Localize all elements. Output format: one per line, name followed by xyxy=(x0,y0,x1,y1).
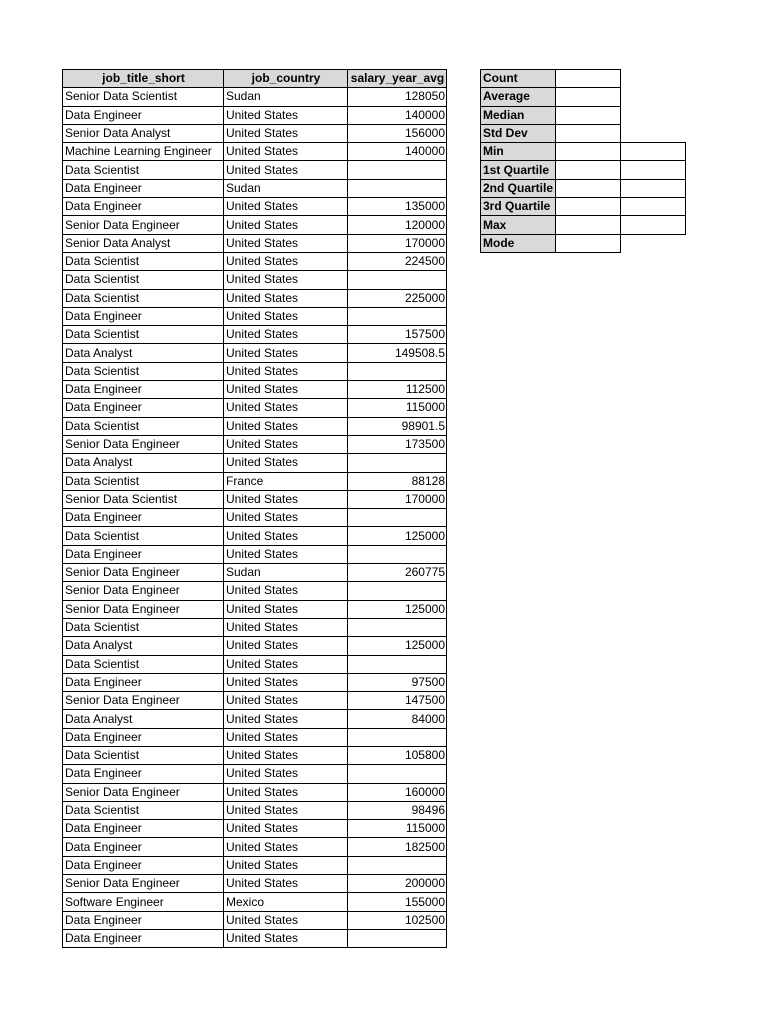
cell-job-title[interactable]: Data Engineer xyxy=(63,838,224,856)
table-row xyxy=(63,527,447,545)
cell-job-title[interactable]: Data Engineer xyxy=(63,106,224,124)
stat-label[interactable]: Std Dev xyxy=(481,124,556,142)
cell-job-title[interactable]: Data Engineer xyxy=(63,820,224,838)
cell-job-title[interactable]: Data Analyst xyxy=(63,454,224,472)
cell-job-country[interactable]: United States xyxy=(224,655,348,673)
cell-job-country[interactable]: United States xyxy=(224,143,348,161)
stat-value[interactable] xyxy=(556,216,621,234)
cell-salary[interactable]: 200000 xyxy=(348,875,447,893)
cell-job-country[interactable]: United States xyxy=(224,124,348,142)
table-row xyxy=(63,564,447,582)
cell-job-country[interactable]: United States xyxy=(224,326,348,344)
table-row xyxy=(63,746,447,764)
table-row xyxy=(63,417,447,435)
table-row xyxy=(63,362,447,380)
cell-job-title[interactable]: Data Engineer xyxy=(63,399,224,417)
cell-job-country[interactable]: United States xyxy=(224,381,348,399)
cell-job-country[interactable]: United States xyxy=(224,746,348,764)
table-row xyxy=(63,838,447,856)
cell-salary[interactable]: 147500 xyxy=(348,692,447,710)
cell-job-country[interactable]: United States xyxy=(224,490,348,508)
cell-salary[interactable]: 102500 xyxy=(348,911,447,929)
stat-label[interactable]: Median xyxy=(481,106,556,124)
cell-job-country[interactable]: United States xyxy=(224,252,348,270)
table-row xyxy=(63,545,447,563)
cell-salary[interactable]: 115000 xyxy=(348,399,447,417)
cell-job-country[interactable]: United States xyxy=(224,673,348,691)
cell-job-title[interactable]: Data Scientist xyxy=(63,161,224,179)
header-job-country[interactable]: job_country xyxy=(224,70,348,88)
cell-job-title[interactable]: Software Engineer xyxy=(63,893,224,911)
cell-job-country[interactable]: United States xyxy=(224,527,348,545)
table-row xyxy=(63,783,447,801)
cell-job-title[interactable]: Senior Data Engineer xyxy=(63,875,224,893)
table-row xyxy=(63,454,447,472)
cell-salary[interactable] xyxy=(348,582,447,600)
stats-row xyxy=(481,216,686,234)
cell-salary[interactable]: 224500 xyxy=(348,252,447,270)
stat-value[interactable] xyxy=(556,161,621,179)
cell-salary[interactable] xyxy=(348,362,447,380)
cell-salary[interactable]: 170000 xyxy=(348,234,447,252)
table-row xyxy=(63,692,447,710)
cell-salary[interactable] xyxy=(348,929,447,947)
cell-salary[interactable]: 112500 xyxy=(348,381,447,399)
cell-job-country[interactable]: Sudan xyxy=(224,179,348,197)
cell-job-country[interactable]: United States xyxy=(224,271,348,289)
stat-label[interactable]: Average xyxy=(481,88,556,106)
cell-job-title[interactable]: Data Scientist xyxy=(63,417,224,435)
cell-salary[interactable] xyxy=(348,728,447,746)
header-salary-year-avg[interactable]: salary_year_avg xyxy=(348,70,447,88)
cell-job-country[interactable]: United States xyxy=(224,216,348,234)
cell-salary[interactable]: 97500 xyxy=(348,673,447,691)
table-row xyxy=(63,124,447,142)
cell-salary[interactable]: 84000 xyxy=(348,710,447,728)
stat-label[interactable]: Count xyxy=(481,70,556,88)
salary-data-table xyxy=(62,69,447,948)
table-row xyxy=(63,216,447,234)
table-row xyxy=(63,344,447,362)
cell-job-country[interactable]: Mexico xyxy=(224,893,348,911)
cell-salary[interactable] xyxy=(348,271,447,289)
table-row xyxy=(63,490,447,508)
cell-salary[interactable]: 260775 xyxy=(348,564,447,582)
cell-job-title[interactable]: Data Scientist xyxy=(63,801,224,819)
cell-salary[interactable] xyxy=(348,856,447,874)
cell-job-title[interactable]: Senior Data Engineer xyxy=(63,216,224,234)
cell-job-country[interactable]: United States xyxy=(224,289,348,307)
table-row xyxy=(63,655,447,673)
cell-job-title[interactable]: Data Engineer xyxy=(63,856,224,874)
stat-extra-cell[interactable] xyxy=(621,161,686,179)
stats-row xyxy=(481,234,686,252)
cell-job-country[interactable]: United States xyxy=(224,234,348,252)
cell-job-country[interactable]: United States xyxy=(224,820,348,838)
cell-job-country[interactable]: United States xyxy=(224,783,348,801)
cell-job-country[interactable]: United States xyxy=(224,344,348,362)
table-row xyxy=(63,801,447,819)
stats-row xyxy=(481,70,686,88)
cell-job-country[interactable]: United States xyxy=(224,582,348,600)
table-row xyxy=(63,179,447,197)
cell-job-title[interactable]: Machine Learning Engineer xyxy=(63,143,224,161)
table-row xyxy=(63,618,447,636)
cell-salary[interactable]: 140000 xyxy=(348,106,447,124)
cell-salary[interactable]: 135000 xyxy=(348,198,447,216)
cell-job-title[interactable]: Senior Data Engineer xyxy=(63,600,224,618)
cell-job-title[interactable]: Data Scientist xyxy=(63,289,224,307)
cell-job-title[interactable]: Senior Data Analyst xyxy=(63,124,224,142)
stat-value[interactable] xyxy=(556,88,621,106)
cell-salary[interactable]: 128050 xyxy=(348,88,447,106)
cell-job-title[interactable]: Data Engineer xyxy=(63,179,224,197)
table-row xyxy=(63,929,447,947)
cell-job-title[interactable]: Data Scientist xyxy=(63,271,224,289)
table-row xyxy=(63,710,447,728)
cell-salary[interactable]: 155000 xyxy=(348,893,447,911)
table-row xyxy=(63,911,447,929)
table-row xyxy=(63,381,447,399)
cell-job-country[interactable]: United States xyxy=(224,710,348,728)
table-row xyxy=(63,728,447,746)
stat-value[interactable] xyxy=(556,234,621,252)
table-row xyxy=(63,271,447,289)
cell-salary[interactable]: 140000 xyxy=(348,143,447,161)
table-row xyxy=(63,289,447,307)
cell-job-title[interactable]: Data Engineer xyxy=(63,198,224,216)
cell-job-country[interactable]: United States xyxy=(224,637,348,655)
cell-salary[interactable]: 125000 xyxy=(348,637,447,655)
table-row xyxy=(63,106,447,124)
stat-value[interactable] xyxy=(556,106,621,124)
stat-label[interactable]: Max xyxy=(481,216,556,234)
cell-job-title[interactable]: Senior Data Scientist xyxy=(63,88,224,106)
table-row xyxy=(63,435,447,453)
cell-job-title[interactable]: Data Scientist xyxy=(63,326,224,344)
cell-job-title[interactable]: Senior Data Engineer xyxy=(63,564,224,582)
cell-job-title[interactable]: Data Scientist xyxy=(63,362,224,380)
table-row xyxy=(63,820,447,838)
table-row xyxy=(63,875,447,893)
cell-job-country[interactable]: United States xyxy=(224,875,348,893)
cell-job-title[interactable]: Data Engineer xyxy=(63,728,224,746)
stat-label[interactable]: 3rd Quartile xyxy=(481,198,556,216)
cell-job-title[interactable]: Data Engineer xyxy=(63,929,224,947)
table-row xyxy=(63,143,447,161)
stat-extra-cell[interactable] xyxy=(621,198,686,216)
stat-extra-cell[interactable] xyxy=(621,143,686,161)
cell-job-title[interactable]: Data Scientist xyxy=(63,472,224,490)
cell-job-country[interactable]: United States xyxy=(224,435,348,453)
table-row xyxy=(63,600,447,618)
stat-value[interactable] xyxy=(556,124,621,142)
header-job-title[interactable]: job_title_short xyxy=(63,70,224,88)
cell-job-title[interactable]: Data Engineer xyxy=(63,509,224,527)
cell-job-country[interactable]: United States xyxy=(224,929,348,947)
cell-job-country[interactable]: United States xyxy=(224,198,348,216)
stat-value[interactable] xyxy=(556,198,621,216)
table-row xyxy=(63,509,447,527)
cell-salary[interactable]: 225000 xyxy=(348,289,447,307)
cell-job-country[interactable]: United States xyxy=(224,161,348,179)
table-row xyxy=(63,252,447,270)
cell-job-title[interactable]: Data Analyst xyxy=(63,637,224,655)
table-row xyxy=(63,399,447,417)
cell-salary[interactable]: 115000 xyxy=(348,820,447,838)
cell-job-title[interactable]: Data Engineer xyxy=(63,545,224,563)
cell-job-country[interactable]: United States xyxy=(224,399,348,417)
stat-value[interactable] xyxy=(556,143,621,161)
table-row xyxy=(63,234,447,252)
cell-job-title[interactable]: Data Engineer xyxy=(63,765,224,783)
stats-row xyxy=(481,124,686,142)
table-row xyxy=(63,472,447,490)
cell-job-country[interactable]: United States xyxy=(224,838,348,856)
cell-salary[interactable]: 105800 xyxy=(348,746,447,764)
cell-job-title[interactable]: Data Engineer xyxy=(63,911,224,929)
cell-salary[interactable] xyxy=(348,618,447,636)
cell-salary[interactable]: 125000 xyxy=(348,600,447,618)
cell-job-country[interactable]: United States xyxy=(224,692,348,710)
cell-job-title[interactable]: Senior Data Analyst xyxy=(63,234,224,252)
cell-salary[interactable]: 88128 xyxy=(348,472,447,490)
cell-salary[interactable] xyxy=(348,307,447,325)
table-row xyxy=(63,198,447,216)
stats-row xyxy=(481,143,686,161)
cell-job-country[interactable]: United States xyxy=(224,307,348,325)
cell-job-country[interactable]: France xyxy=(224,472,348,490)
cell-job-country[interactable]: United States xyxy=(224,417,348,435)
stats-row xyxy=(481,161,686,179)
cell-job-country[interactable]: United States xyxy=(224,106,348,124)
table-row xyxy=(63,161,447,179)
empty-space xyxy=(621,234,686,252)
cell-job-title[interactable]: Data Analyst xyxy=(63,344,224,362)
cell-job-title[interactable]: Data Scientist xyxy=(63,746,224,764)
cell-salary[interactable]: 98901.5 xyxy=(348,417,447,435)
cell-salary[interactable] xyxy=(348,161,447,179)
cell-job-title[interactable]: Data Scientist xyxy=(63,252,224,270)
cell-job-country[interactable]: United States xyxy=(224,856,348,874)
table-row xyxy=(63,637,447,655)
cell-job-country[interactable]: United States xyxy=(224,545,348,563)
cell-salary[interactable] xyxy=(348,765,447,783)
cell-salary[interactable]: 173500 xyxy=(348,435,447,453)
cell-salary[interactable]: 120000 xyxy=(348,216,447,234)
cell-job-title[interactable]: Senior Data Engineer xyxy=(63,692,224,710)
cell-job-country[interactable]: Sudan xyxy=(224,88,348,106)
cell-salary[interactable]: 182500 xyxy=(348,838,447,856)
stat-label[interactable]: Mode xyxy=(481,234,556,252)
header-row xyxy=(63,70,447,88)
cell-job-country[interactable]: United States xyxy=(224,618,348,636)
cell-job-title[interactable]: Data Scientist xyxy=(63,655,224,673)
cell-job-country[interactable]: United States xyxy=(224,600,348,618)
cell-job-title[interactable]: Senior Data Engineer xyxy=(63,582,224,600)
table-row xyxy=(63,673,447,691)
cell-job-country[interactable]: United States xyxy=(224,728,348,746)
cell-salary[interactable] xyxy=(348,454,447,472)
cell-job-title[interactable]: Data Scientist xyxy=(63,618,224,636)
empty-space xyxy=(621,124,686,142)
cell-job-title[interactable]: Data Analyst xyxy=(63,710,224,728)
empty-space xyxy=(621,88,686,106)
cell-job-country[interactable]: United States xyxy=(224,362,348,380)
table-row xyxy=(63,893,447,911)
cell-salary[interactable]: 157500 xyxy=(348,326,447,344)
table-row xyxy=(63,307,447,325)
stat-extra-cell[interactable] xyxy=(621,216,686,234)
cell-salary[interactable]: 149508.5 xyxy=(348,344,447,362)
cell-salary[interactable] xyxy=(348,545,447,563)
table-row xyxy=(63,326,447,344)
cell-salary[interactable] xyxy=(348,655,447,673)
cell-salary[interactable] xyxy=(348,509,447,527)
cell-job-title[interactable]: Data Scientist xyxy=(63,527,224,545)
cell-job-country[interactable]: United States xyxy=(224,911,348,929)
stats-row xyxy=(481,106,686,124)
stats-row xyxy=(481,179,686,197)
stat-label[interactable]: 1st Quartile xyxy=(481,161,556,179)
cell-job-title[interactable]: Data Engineer xyxy=(63,673,224,691)
cell-job-title[interactable]: Senior Data Engineer xyxy=(63,435,224,453)
cell-salary[interactable]: 156000 xyxy=(348,124,447,142)
cell-salary[interactable]: 98496 xyxy=(348,801,447,819)
stats-row xyxy=(481,198,686,216)
cell-job-title[interactable]: Senior Data Engineer xyxy=(63,783,224,801)
table-row xyxy=(63,856,447,874)
stat-extra-cell[interactable] xyxy=(621,179,686,197)
cell-job-title[interactable]: Data Engineer xyxy=(63,381,224,399)
cell-job-title[interactable]: Senior Data Scientist xyxy=(63,490,224,508)
empty-space xyxy=(621,106,686,124)
table-row xyxy=(63,88,447,106)
cell-salary[interactable] xyxy=(348,179,447,197)
cell-job-country[interactable]: Sudan xyxy=(224,564,348,582)
cell-salary[interactable]: 160000 xyxy=(348,783,447,801)
summary-stats-table xyxy=(480,69,686,253)
stat-label[interactable]: Min xyxy=(481,143,556,161)
stats-row xyxy=(481,88,686,106)
cell-salary[interactable]: 170000 xyxy=(348,490,447,508)
stat-value[interactable] xyxy=(556,70,621,88)
table-row xyxy=(63,765,447,783)
cell-job-title[interactable]: Data Engineer xyxy=(63,307,224,325)
cell-job-country[interactable]: United States xyxy=(224,765,348,783)
empty-space xyxy=(621,70,686,88)
stat-label[interactable]: 2nd Quartile xyxy=(481,179,556,197)
cell-job-country[interactable]: United States xyxy=(224,454,348,472)
cell-job-country[interactable]: United States xyxy=(224,509,348,527)
stat-value[interactable] xyxy=(556,179,621,197)
cell-job-country[interactable]: United States xyxy=(224,801,348,819)
table-row xyxy=(63,582,447,600)
cell-salary[interactable]: 125000 xyxy=(348,527,447,545)
